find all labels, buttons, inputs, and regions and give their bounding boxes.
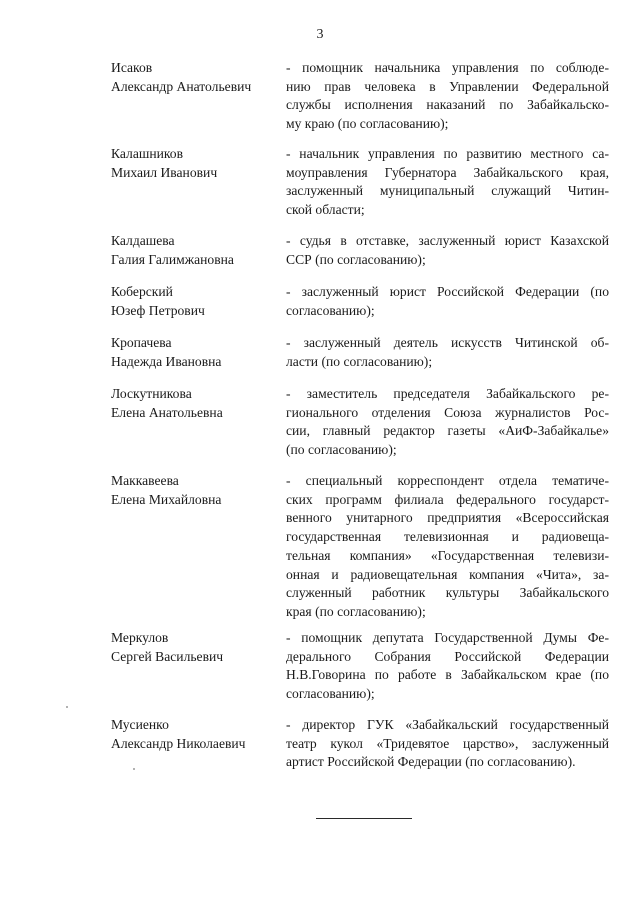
member-description [286,59,609,134]
closing-rule [316,818,412,819]
member-given-name: Надежда Ивановна [111,353,222,369]
description-line: согласованию); [286,302,375,318]
scan-speck [133,768,135,770]
page-number: 3 [316,27,324,42]
description-line: нию прав человека в Управлении Федеральной [286,78,609,94]
member-description [286,385,609,460]
member-surname: Калашников [111,146,184,161]
description-line: ской области; [286,202,365,218]
description-line: согласованию); [286,686,375,702]
member-surname: Маккавеева [111,473,179,488]
member-name [111,59,281,96]
member-surname: Калдашева [111,233,175,248]
description-line: моуправления Губернатора Забайкальского края, [286,164,609,180]
description-line: - помощник начальника управления по соблюде- [286,60,609,75]
member-description [286,716,609,772]
member-given-name: Елена Михайловна [111,491,222,507]
description-line: - директор ГУК «Забайкальский государственный [286,717,609,732]
description-line: му краю (по согласованию); [286,116,449,132]
member-given-name: Сергей Васильевич [111,648,224,664]
description-line: - заслуженный деятель искусств Читинской об- [286,335,609,350]
member-name [111,232,281,269]
description-line: края (по согласованию); [286,603,426,619]
member-name [111,385,281,422]
description-line: ССР (по согласованию); [286,251,426,267]
description-line: артист Российской Федерации (по согласованию). [286,754,576,770]
member-surname: Кропачева [111,335,172,350]
description-line: службы исполнения наказаний по Забайкальско- [286,97,609,113]
description-line: - судья в отставке, заслуженный юрист Казахской [286,233,609,248]
member-name [111,145,281,182]
description-line: заслуженный муниципальный служащий Читин- [286,183,609,199]
member-description [286,145,609,220]
member-surname: Меркулов [111,630,169,645]
member-surname: Коберский [111,284,173,299]
description-line: - заместитель председателя Забайкальского ре- [286,386,609,401]
member-given-name: Галия Галимжановна [111,251,234,267]
member-given-name: Юзеф Петрович [111,302,205,318]
description-line: ласти (по согласованию); [286,353,433,369]
member-name [111,716,281,753]
description-line: гионального отделения Союза журналистов Рос- [286,404,609,420]
description-line: - специальный корреспондент отдела тематиче- [286,473,609,488]
member-name [111,629,281,666]
member-given-name: Александр Николаевич [111,735,246,751]
member-description [286,472,609,622]
member-name [111,334,281,371]
member-description [286,283,609,320]
description-line: Н.В.Говорина по работе в Забайкальском крае (по [286,667,609,683]
scan-speck [66,706,68,708]
member-surname: Лоскутникова [111,386,192,401]
description-line: тельная компания» «Государственная телевизи- [286,547,609,563]
member-description [286,232,609,269]
description-line: государственная телевизионная и радиовеща- [286,529,609,545]
member-name [111,472,281,509]
description-line: - заслуженный юрист Российской Федерации (по [286,284,609,299]
member-description [286,629,609,704]
description-line: венного унитарного предприятия «Всероссийская [286,510,609,526]
member-description [286,334,609,371]
description-line: ских программ филиала федерального государст- [286,491,609,507]
description-line: служенный работник культуры Забайкальского [286,585,609,601]
member-given-name: Елена Анатольевна [111,404,223,420]
member-surname: Исаков [111,60,153,75]
description-line: - помощник депутата Государственной Думы Фе- [286,630,609,645]
member-name [111,283,281,320]
description-line: театр кукол «Тридевятое царство», заслуженный [286,735,609,751]
member-given-name: Александр Анатольевич [111,78,252,94]
member-surname: Мусиенко [111,717,169,732]
description-line: (по согласованию); [286,442,397,458]
description-line: онная и радиовещательная компания «Чита», за- [286,566,609,582]
member-given-name: Михаил Иванович [111,164,218,180]
description-line: дерального Собрания Российской Федерации [286,648,609,664]
description-line: сии, главный редактор газеты «АиФ-Забайкалье» [286,423,609,439]
description-line: - начальник управления по развитию местного са- [286,146,609,161]
